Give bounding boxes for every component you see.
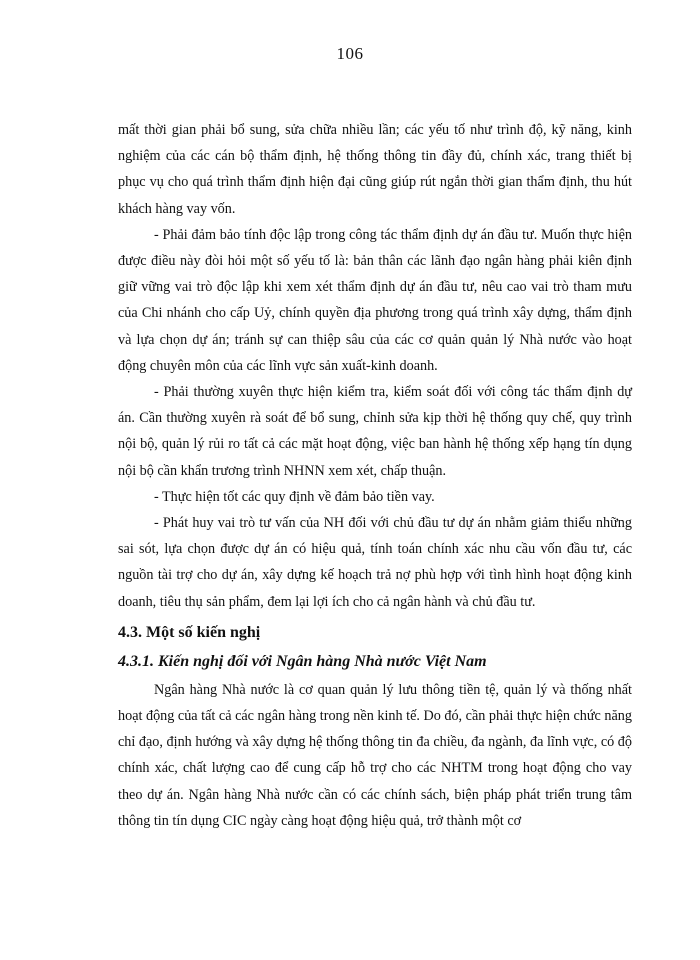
page-number: 106 bbox=[336, 44, 364, 63]
page-body bbox=[118, 117, 632, 834]
subsection-heading: 4.3.1. Kiến nghị đối với Ngân hàng Nhà nước Việt Nam bbox=[118, 652, 487, 670]
paragraph-inspection: - Phải thường xuyên thực hiện kiểm tra, kiểm soát đối với công tác thẩm định dự án. Cần thường xuyên rà soát để bổ sung, chỉnh sửa kịp thời hệ thống quy chế, quy trình nội bộ, quản lý rủi ro tất cả các mặt hoạt động, việc ban hành hệ thống xếp hạng tín dụng nội bộ cần khẩn trương trình NHNN xem xét, chấp thuận. bbox=[118, 384, 632, 479]
paragraph-advisory-role: - Phát huy vai trò tư vấn của NH đối với chủ đầu tư dự án nhằm giảm thiểu những sai sót, lựa chọn được dự án có hiệu quả, tính toán chính xác nhu cầu vốn đầu tư, các nguồn tài trợ cho dự án, xây dựng kế hoạch trả nợ phù hợp với tình hình hoạt động kinh doanh, tiêu thụ sản phẩm, đem lại lợi ích cho cả ngân hành và chủ đầu tư. bbox=[118, 515, 632, 610]
section-heading: 4.3. Một số kiến nghị bbox=[118, 623, 261, 641]
paragraph-independence: - Phải đảm bảo tính độc lập trong công tác thẩm định dự án đầu tư. Muốn thực hiện được điều này đòi hỏi một số yếu tố là: bản thân các lãnh đạo ngân hàng phải kiên định giữ vững vai trò độc lập khi xem xét thẩm định dự án đầu tư, nêu cao vai trò tham mưu của Chi nhánh cho cấp Uỷ, chính quyền địa phương trong quá trình xây dựng, thẩm định và lựa chọn dự án; tránh sự can thiệp sâu của các cơ quản quản lý Nhà nước vào hoạt động chuyên môn của các lĩnh vực sản xuất-kinh doanh. bbox=[118, 226, 632, 374]
paragraph-state-bank: Ngân hàng Nhà nước là cơ quan quản lý lưu thông tiền tệ, quản lý và thống nhất hoạt động của tất cả các ngân hàng trong nền kinh tế. Do đó, cần phải thực hiện chức năng chỉ đạo, định hướng và xây dựng hệ thống thông tin đa chiều, đa ngành, đa lĩnh vực, có độ chính xác, chất lượng cao để cung cấp hỗ trợ cho các NHTM trong hoạt động cho vay theo dự án. Ngân hàng Nhà nước cần có các chính sách, biện pháp phát triển trung tâm thông tin tín dụng CIC ngày càng hoạt động hiệu quả, trở thành một cơ bbox=[118, 681, 632, 829]
paragraph-continuation: mất thời gian phải bổ sung, sửa chữa nhiều lần; các yếu tố như trình độ, kỹ năng, kinh nghiệm của các cán bộ thẩm định, hệ thống thông tin đầy đủ, chính xác, trang thiết bị phục vụ cho quá trình thẩm định hiện đại cũng giúp rút ngắn thời gian thẩm định, thu hút khách hàng vay vốn. bbox=[118, 122, 632, 217]
paragraph-loan-security: - Thực hiện tốt các quy định về đảm bảo tiền vay. bbox=[154, 488, 435, 505]
